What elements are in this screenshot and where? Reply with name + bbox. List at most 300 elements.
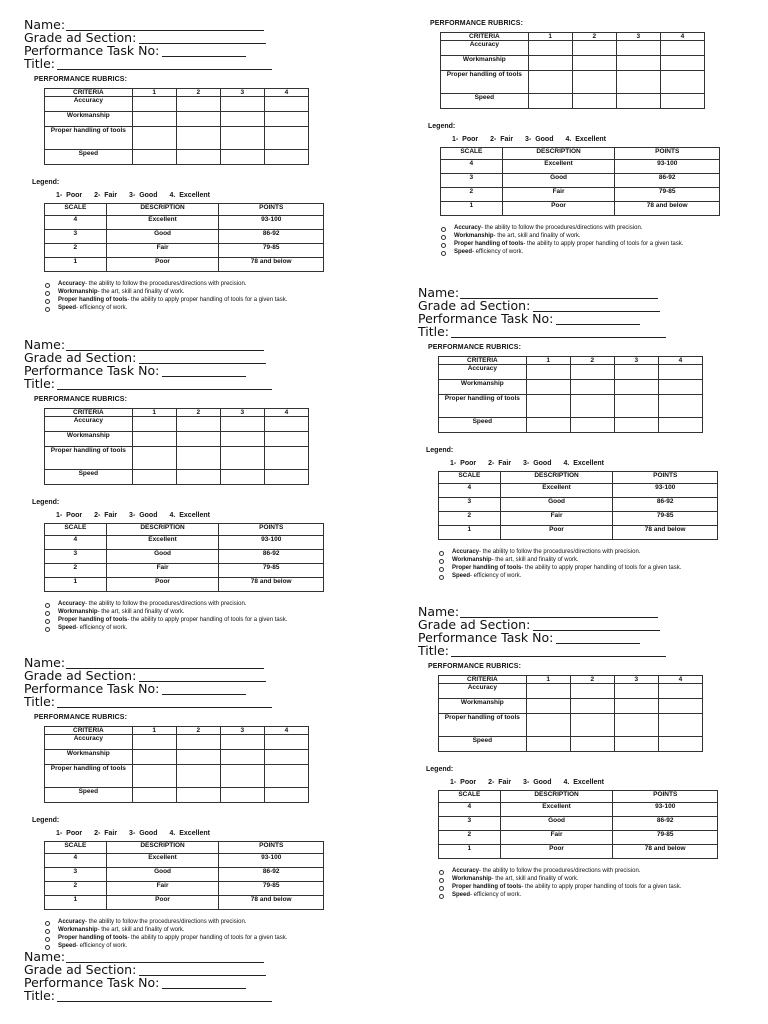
table-row — [45, 550, 324, 564]
title-field[interactable] — [451, 337, 666, 338]
list-item — [44, 918, 344, 926]
title-field[interactable] — [57, 69, 272, 70]
score-cell[interactable] — [658, 380, 702, 395]
table-row — [45, 150, 309, 165]
definition-text: - the ability to apply proper handling of tools for a given task. — [127, 617, 288, 623]
score-cell[interactable] — [220, 150, 264, 165]
title-line — [24, 989, 359, 1002]
table-row — [45, 97, 309, 112]
scale-item: 4. Excellent — [169, 830, 210, 837]
scale-table — [44, 841, 324, 910]
score-cell[interactable] — [132, 97, 176, 112]
table-row — [45, 896, 324, 910]
rubric-form-block — [24, 950, 359, 1002]
score-cell[interactable] — [264, 735, 308, 750]
criteria-header-row — [45, 89, 309, 97]
grade-section-label: Grade ad Section: — [24, 962, 137, 977]
scale-summary — [452, 136, 755, 143]
score-cell[interactable] — [132, 788, 176, 803]
list-item — [44, 942, 344, 950]
score-cell[interactable] — [176, 765, 220, 788]
list-item — [44, 600, 344, 608]
score-cell[interactable] — [132, 447, 176, 470]
criteria-cell: Speed — [45, 150, 133, 165]
title-label: Title: — [418, 643, 449, 658]
table-row — [45, 230, 324, 244]
definition-term: Workmanship — [452, 876, 492, 882]
score-cell[interactable] — [220, 127, 264, 150]
points-cell: 86-92 — [613, 817, 718, 831]
form-block-position — [24, 338, 359, 632]
score-cell[interactable] — [132, 470, 176, 485]
score-cell[interactable] — [616, 41, 660, 56]
score-header: 2 — [572, 33, 616, 41]
score-cell[interactable] — [614, 365, 658, 380]
definition-text: - the ability to follow the procedures/directions with precision. — [479, 868, 641, 874]
definition-text: - the art, skill and finality of work. — [491, 557, 579, 563]
score-cell[interactable] — [264, 150, 308, 165]
score-cell[interactable] — [570, 380, 614, 395]
points-cell: 86-92 — [219, 550, 324, 564]
score-cell[interactable] — [570, 699, 614, 714]
description-cell: Good — [502, 174, 615, 188]
definition-term: Speed — [58, 625, 77, 631]
rubric-form-block — [418, 286, 753, 580]
table-row — [441, 202, 720, 216]
score-cell[interactable] — [176, 127, 220, 150]
name-label: Name: — [24, 655, 66, 670]
score-cell[interactable] — [176, 417, 220, 432]
definition-term: Workmanship — [454, 233, 494, 239]
points-cell: 86-92 — [615, 174, 720, 188]
description-cell: Excellent — [106, 536, 219, 550]
table-row — [439, 714, 703, 737]
criteria-header-row — [45, 727, 309, 735]
score-cell[interactable] — [264, 127, 308, 150]
score-cell[interactable] — [526, 418, 570, 433]
score-cell[interactable] — [132, 112, 176, 127]
score-cell[interactable] — [658, 699, 702, 714]
definition-term: Speed — [452, 892, 471, 898]
score-cell[interactable] — [658, 365, 702, 380]
score-cell[interactable] — [220, 735, 264, 750]
definition-text: - the ability to apply proper handling of tools for a given task. — [521, 884, 682, 890]
score-cell[interactable] — [176, 112, 220, 127]
criteria-cell: Accuracy — [45, 735, 133, 750]
name-label: Name: — [24, 337, 66, 352]
table-row — [45, 564, 324, 578]
title-line — [24, 57, 359, 70]
criteria-header: CRITERIA — [45, 409, 133, 417]
score-cell[interactable] — [220, 788, 264, 803]
scale-item: 2- Fair — [94, 830, 118, 837]
rubrics-title: PERFORMANCE RUBRICS: — [430, 20, 523, 27]
scale-cell: 4 — [45, 854, 107, 868]
definition-term: Proper handling of tools — [58, 297, 128, 303]
definition-text: - efficiency of work. — [76, 305, 128, 311]
score-cell[interactable] — [616, 94, 660, 109]
description-header: DESCRIPTION — [500, 791, 613, 803]
score-cell[interactable] — [264, 417, 308, 432]
score-header: 1 — [528, 33, 572, 41]
score-cell[interactable] — [132, 150, 176, 165]
score-header: 3 — [220, 727, 264, 735]
criteria-header: CRITERIA — [45, 89, 133, 97]
legend-title: Legend: — [32, 817, 60, 824]
title-line — [418, 644, 753, 657]
criteria-cell: Proper handling of tools — [45, 765, 133, 788]
definition-term: Proper handling of tools — [58, 617, 128, 623]
score-cell[interactable] — [132, 750, 176, 765]
table-row — [45, 216, 324, 230]
scale-cell: 3 — [441, 174, 503, 188]
score-cell[interactable] — [176, 447, 220, 470]
score-cell[interactable] — [176, 735, 220, 750]
table-row — [441, 174, 720, 188]
list-item — [438, 883, 738, 891]
criteria-definitions — [44, 918, 344, 950]
form-block-position — [24, 18, 359, 312]
score-header: 4 — [264, 727, 308, 735]
score-cell[interactable] — [570, 737, 614, 752]
scale-table — [440, 147, 720, 216]
scale-cell: 4 — [441, 160, 503, 174]
criteria-table — [440, 32, 705, 109]
score-cell[interactable] — [526, 737, 570, 752]
points-cell: 79-85 — [219, 244, 324, 258]
points-cell: 86-92 — [219, 230, 324, 244]
definition-text: - efficiency of work. — [470, 892, 522, 898]
score-cell[interactable] — [176, 97, 220, 112]
score-cell[interactable] — [176, 788, 220, 803]
scale-header-row — [439, 472, 718, 484]
criteria-cell: Accuracy — [45, 417, 133, 432]
list-item — [44, 624, 344, 632]
score-cell[interactable] — [660, 56, 704, 71]
score-cell[interactable] — [220, 470, 264, 485]
rubrics-title: PERFORMANCE RUBRICS: — [34, 396, 127, 403]
list-item — [438, 572, 738, 580]
score-cell[interactable] — [526, 714, 570, 737]
table-row — [45, 447, 309, 470]
score-cell[interactable] — [614, 737, 658, 752]
criteria-cell: Proper handling of tools — [441, 71, 529, 94]
score-header: 4 — [658, 357, 702, 365]
criteria-cell: Workmanship — [45, 432, 133, 447]
task-number-label: Performance Task No: — [24, 975, 160, 990]
points-header: POINTS — [219, 204, 324, 216]
definition-text: - the ability to follow the procedures/directions with precision. — [85, 601, 247, 607]
score-cell[interactable] — [614, 684, 658, 699]
criteria-cell: Accuracy — [439, 684, 527, 699]
score-cell[interactable] — [658, 395, 702, 418]
score-cell[interactable] — [264, 447, 308, 470]
list-item — [438, 556, 738, 564]
score-cell[interactable] — [264, 470, 308, 485]
scale-summary — [56, 830, 359, 837]
scale-item: 3- Good — [523, 779, 552, 786]
description-header: DESCRIPTION — [106, 524, 219, 536]
list-item — [44, 608, 344, 616]
table-row — [441, 41, 705, 56]
score-cell[interactable] — [570, 365, 614, 380]
score-cell[interactable] — [220, 417, 264, 432]
score-header: 1 — [132, 89, 176, 97]
criteria-cell: Workmanship — [45, 112, 133, 127]
score-cell[interactable] — [616, 71, 660, 94]
score-header: 3 — [614, 676, 658, 684]
points-cell: 78 and below — [615, 202, 720, 216]
form-block-position — [418, 286, 753, 580]
score-cell[interactable] — [572, 41, 616, 56]
score-cell[interactable] — [526, 395, 570, 418]
score-cell[interactable] — [572, 94, 616, 109]
definition-text: - the art, skill and finality of work. — [97, 609, 185, 615]
score-cell[interactable] — [614, 380, 658, 395]
legend-title: Legend: — [32, 179, 60, 186]
scale-cell: 3 — [45, 868, 107, 882]
score-cell[interactable] — [176, 750, 220, 765]
score-cell[interactable] — [570, 684, 614, 699]
definition-term: Speed — [454, 249, 473, 255]
score-cell[interactable] — [660, 41, 704, 56]
score-cell[interactable] — [220, 765, 264, 788]
list-item — [438, 875, 738, 883]
legend-title: Legend: — [428, 123, 456, 130]
score-cell[interactable] — [176, 470, 220, 485]
criteria-definitions — [44, 600, 344, 632]
table-row — [45, 735, 309, 750]
scale-item: 1- Poor — [56, 192, 83, 199]
score-cell[interactable] — [614, 714, 658, 737]
score-cell[interactable] — [658, 418, 702, 433]
table-row — [45, 127, 309, 150]
description-header: DESCRIPTION — [502, 148, 615, 160]
score-cell[interactable] — [526, 365, 570, 380]
score-cell[interactable] — [176, 432, 220, 447]
legend-title: Legend: — [32, 499, 60, 506]
points-cell: 93-100 — [219, 536, 324, 550]
definition-term: Accuracy — [58, 601, 86, 607]
title-field[interactable] — [57, 1001, 272, 1002]
scale-cell: 1 — [439, 526, 501, 540]
scale-summary — [450, 779, 753, 786]
score-cell[interactable] — [220, 432, 264, 447]
criteria-cell: Accuracy — [45, 97, 133, 112]
score-cell[interactable] — [614, 418, 658, 433]
score-cell[interactable] — [660, 94, 704, 109]
score-cell[interactable] — [220, 97, 264, 112]
criteria-cell: Accuracy — [441, 41, 529, 56]
criteria-cell: Speed — [439, 418, 527, 433]
score-cell[interactable] — [264, 112, 308, 127]
task-number-label: Performance Task No: — [24, 43, 160, 58]
criteria-cell: Workmanship — [441, 56, 529, 71]
score-cell[interactable] — [528, 94, 572, 109]
score-cell[interactable] — [614, 395, 658, 418]
scale-header: SCALE — [45, 842, 107, 854]
list-item — [438, 891, 738, 899]
list-item — [440, 232, 740, 240]
score-cell[interactable] — [570, 714, 614, 737]
score-cell[interactable] — [264, 750, 308, 765]
definition-term: Workmanship — [58, 609, 98, 615]
criteria-cell: Speed — [45, 470, 133, 485]
scale-item: 1- Poor — [56, 830, 83, 837]
points-cell: 86-92 — [219, 868, 324, 882]
criteria-table — [438, 675, 703, 752]
score-cell[interactable] — [526, 684, 570, 699]
title-field[interactable] — [57, 389, 272, 390]
table-row — [45, 578, 324, 592]
criteria-cell: Workmanship — [439, 380, 527, 395]
score-cell[interactable] — [132, 417, 176, 432]
definition-term: Accuracy — [58, 281, 86, 287]
score-cell[interactable] — [132, 432, 176, 447]
score-cell[interactable] — [660, 71, 704, 94]
score-header: 1 — [526, 357, 570, 365]
title-field[interactable] — [451, 656, 666, 657]
score-cell[interactable] — [220, 112, 264, 127]
definition-term: Workmanship — [452, 557, 492, 563]
description-cell: Good — [106, 868, 219, 882]
description-cell: Fair — [502, 188, 615, 202]
scale-cell: 1 — [45, 578, 107, 592]
form-block-position — [24, 950, 359, 1002]
score-cell[interactable] — [570, 395, 614, 418]
points-header: POINTS — [219, 524, 324, 536]
definition-text: - the ability to follow the procedures/directions with precision. — [479, 549, 641, 555]
definition-term: Proper handling of tools — [58, 935, 128, 941]
score-cell[interactable] — [220, 447, 264, 470]
title-label: Title: — [24, 694, 55, 709]
table-row — [45, 765, 309, 788]
scale-table — [44, 523, 324, 592]
points-cell: 78 and below — [613, 526, 718, 540]
list-item — [44, 616, 344, 624]
definition-text: - the art, skill and finality of work. — [97, 289, 185, 295]
score-header: 3 — [220, 89, 264, 97]
grade-section-label: Grade ad Section: — [418, 298, 531, 313]
scale-header-row — [45, 204, 324, 216]
scale-cell: 4 — [439, 803, 501, 817]
description-cell: Excellent — [500, 803, 613, 817]
score-cell[interactable] — [572, 56, 616, 71]
criteria-table — [44, 408, 309, 485]
scale-cell: 3 — [45, 550, 107, 564]
table-row — [439, 512, 718, 526]
table-row — [441, 71, 705, 94]
score-header: 4 — [264, 89, 308, 97]
points-header: POINTS — [613, 791, 718, 803]
task-number-line — [24, 44, 359, 57]
scale-cell: 1 — [45, 258, 107, 272]
scale-cell: 2 — [439, 512, 501, 526]
score-cell[interactable] — [658, 737, 702, 752]
score-cell[interactable] — [658, 684, 702, 699]
scale-header: SCALE — [441, 148, 503, 160]
form-block-position — [420, 20, 755, 256]
scale-item: 4. Excellent — [565, 136, 606, 143]
table-row — [441, 94, 705, 109]
score-cell[interactable] — [132, 765, 176, 788]
score-cell[interactable] — [264, 97, 308, 112]
definition-term: Accuracy — [58, 919, 86, 925]
score-cell[interactable] — [528, 56, 572, 71]
points-header: POINTS — [615, 148, 720, 160]
scale-cell: 1 — [441, 202, 503, 216]
score-cell[interactable] — [614, 699, 658, 714]
scale-cell: 4 — [45, 536, 107, 550]
score-cell[interactable] — [264, 432, 308, 447]
title-label: Title: — [24, 988, 55, 1003]
table-row — [439, 365, 703, 380]
score-cell[interactable] — [526, 699, 570, 714]
rubric-form-block — [24, 656, 359, 950]
scale-item: 4. Excellent — [169, 192, 210, 199]
scale-item: 4. Excellent — [169, 512, 210, 519]
score-cell[interactable] — [528, 41, 572, 56]
score-cell[interactable] — [220, 750, 264, 765]
rubrics-title: PERFORMANCE RUBRICS: — [428, 344, 521, 351]
criteria-cell: Proper handling of tools — [45, 447, 133, 470]
form-block-position — [418, 605, 753, 899]
scale-header: SCALE — [439, 791, 501, 803]
points-cell: 79-85 — [615, 188, 720, 202]
criteria-header-row — [439, 676, 703, 684]
description-cell: Fair — [106, 564, 219, 578]
description-cell: Good — [500, 817, 613, 831]
scale-table — [438, 790, 718, 859]
score-cell[interactable] — [132, 127, 176, 150]
description-cell: Fair — [106, 882, 219, 896]
score-cell[interactable] — [528, 71, 572, 94]
description-cell: Excellent — [106, 854, 219, 868]
score-cell[interactable] — [658, 714, 702, 737]
form-block-position — [24, 656, 359, 950]
score-header: 2 — [570, 357, 614, 365]
rubric-form-block — [24, 338, 359, 632]
scale-item: 1- Poor — [450, 779, 477, 786]
table-row — [45, 536, 324, 550]
score-cell[interactable] — [572, 71, 616, 94]
definition-term: Workmanship — [58, 289, 98, 295]
task-number-line — [24, 976, 359, 989]
scale-cell: 2 — [441, 188, 503, 202]
score-cell[interactable] — [132, 735, 176, 750]
score-cell[interactable] — [570, 418, 614, 433]
table-row — [441, 188, 720, 202]
score-cell[interactable] — [526, 380, 570, 395]
score-cell[interactable] — [176, 150, 220, 165]
scale-header: SCALE — [45, 204, 107, 216]
table-row — [439, 845, 718, 859]
score-cell[interactable] — [264, 765, 308, 788]
score-cell[interactable] — [264, 788, 308, 803]
score-cell[interactable] — [616, 56, 660, 71]
description-cell: Fair — [500, 831, 613, 845]
list-item — [438, 548, 738, 556]
definition-text: - efficiency of work. — [76, 943, 128, 949]
title-field[interactable] — [57, 707, 272, 708]
scale-cell: 2 — [439, 831, 501, 845]
grade-section-label: Grade ad Section: — [24, 30, 137, 45]
definition-text: - efficiency of work. — [472, 249, 524, 255]
scale-cell: 2 — [45, 244, 107, 258]
definition-term: Proper handling of tools — [454, 241, 524, 247]
criteria-definitions — [440, 224, 740, 256]
definition-text: - the art, skill and finality of work. — [493, 233, 581, 239]
